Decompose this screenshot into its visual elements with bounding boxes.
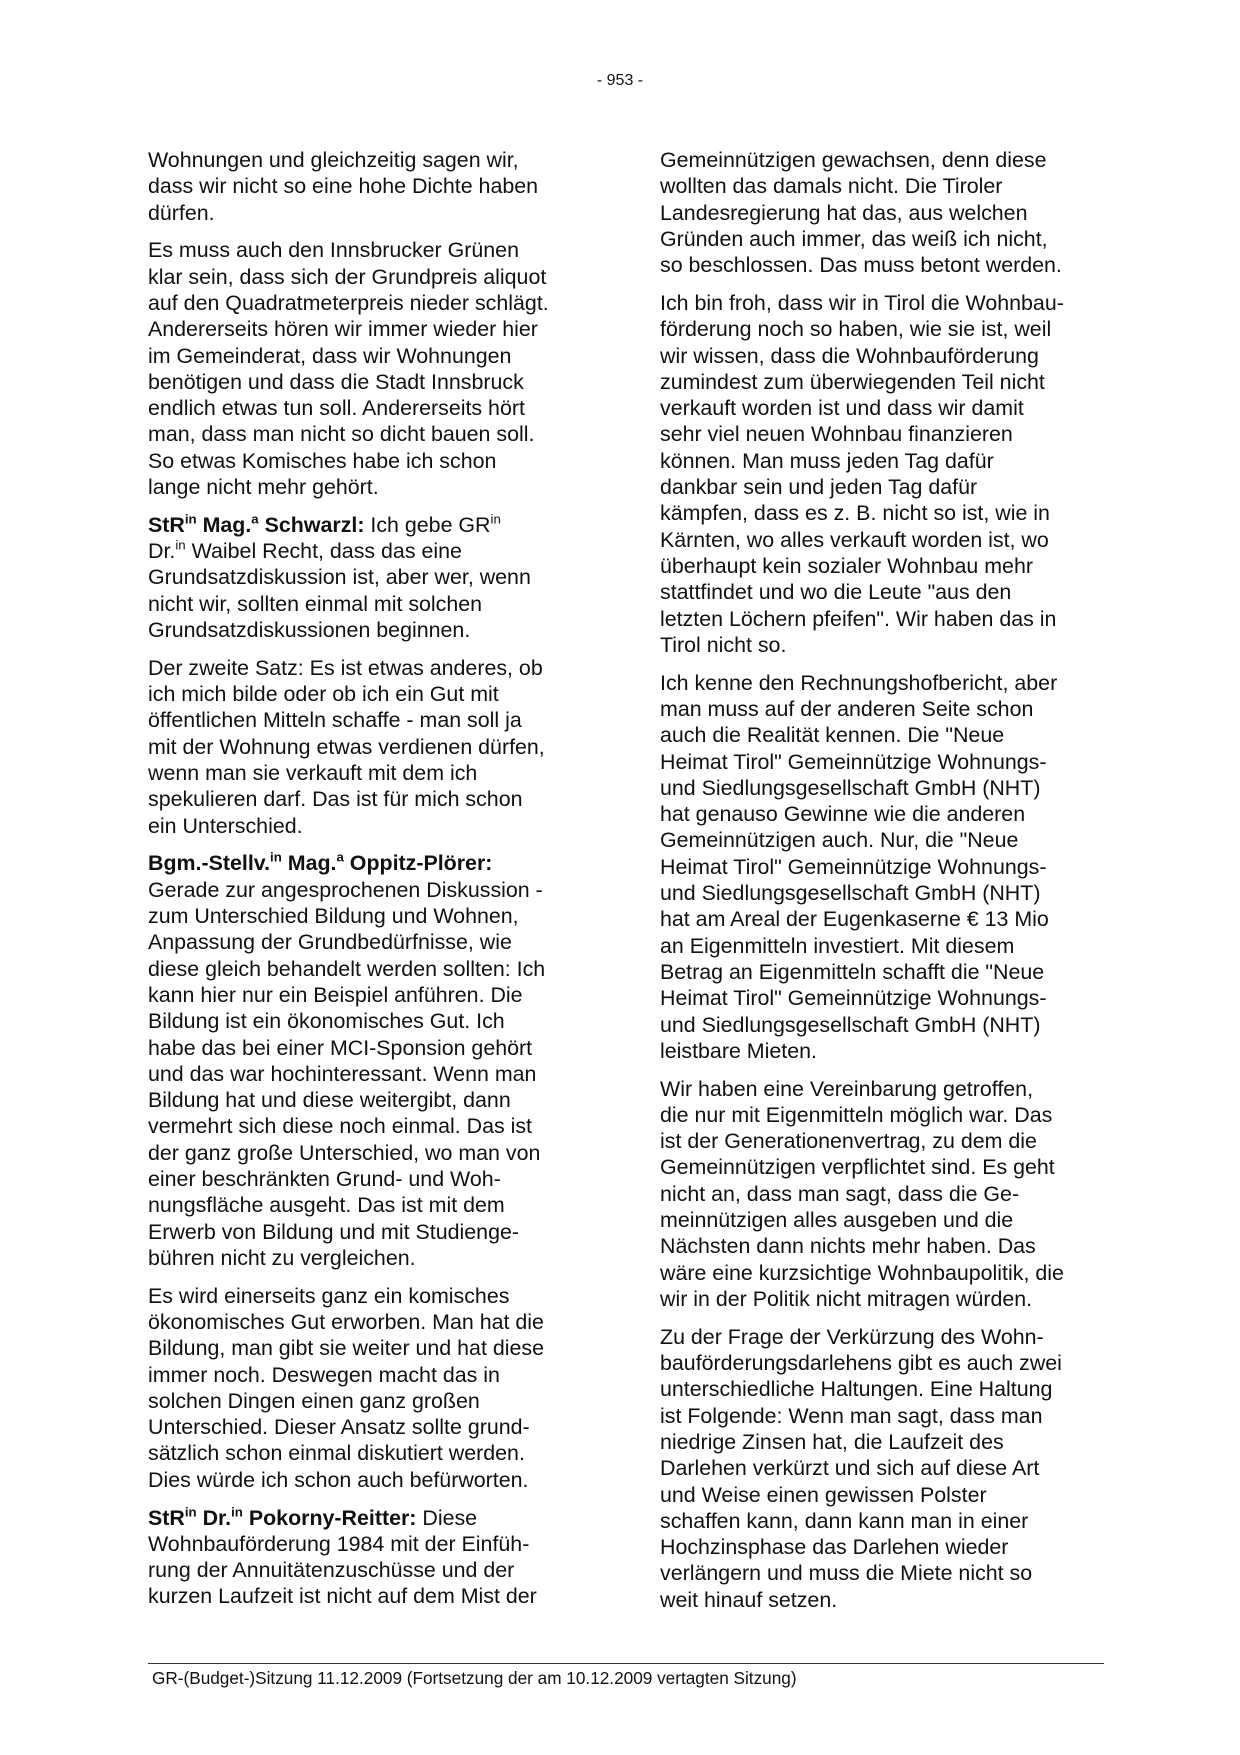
paragraph: Es wird einerseits ganz ein komisches ökonomisches Gut erworben. Man hat die Bildung, man gibt sie weiter und hat diese immer noch. Deswegen macht das in solchen Dingen einen ganz großen Unterschied. Dieser Ansatz sollte grund- sätzlich schon einmal diskutiert werden. Dies würde ich schon auch befürworten. bbox=[148, 1283, 544, 1492]
speaker-name: StR$^{in}$ Dr.$^{in}$ Pokorny-Reitter: bbox=[148, 1503, 417, 1530]
paragraph: Zu der Frage der Verkürzung des Wohn- bauförderungsdarlehens gibt es auch zwei unterschiedliche Haltungen. Eine Haltung ist Folgende: Wenn man sagt, dass man niedrige Zinsen hat, die Laufzeit des Darlehen verkürzt und sich auf diese Art und Weise einen gewissen Polster schaffen kann, dann kann man in einer Hochzinsphase das Darlehen wieder verlängern und muss die Miete nicht so weit hinauf setzen. bbox=[660, 1324, 1062, 1612]
speech-paragraph: StR$^{in}$ Dr.$^{in}$ Pokorny-Reitter: Diese Wohnbauförderung 1984 mit der Einfüh- rung der Annuitätenzuschüsse und der kurzen Laufzeit ist nicht auf dem Mist der bbox=[148, 1503, 537, 1609]
speaker-name: StR$^{in}$ Mag.$^a$ Schwarzl: bbox=[148, 511, 365, 537]
right-column bbox=[660, 147, 1100, 1625]
speech-paragraph: StR$^{in}$ Mag.$^a$ Schwarzl: Ich gebe $GR^{in}$ Dr.$^{in}$ Waibel Recht, dass das eine Grundsatzdiskussion ist, aber wer, wenn nicht wir, sollten einmal mit solchen Grundsatzdiskussionen beginnen. bbox=[148, 511, 531, 643]
paragraph: Der zweite Satz: Es ist etwas anderes, ob ich mich bilde oder ob ich ein Gut mit öffentlichen Mitteln schaffe - man soll ja mit der Wohnung etwas verdienen dürfen, wenn man sie verkauft mit dem ich spekulieren darf. Das ist für mich schon ein Unterschied. bbox=[148, 655, 545, 838]
paragraph: Ich bin froh, dass wir in Tirol die Wohnbau- förderung noch so haben, wie sie ist, weil wir wissen, dass die Wohnbauförderung zumindest zum überwiegenden Teil nicht verkauft worden ist und dass wir damit sehr viel neuen Wohnbau finanzieren können. Man muss jeden Tag dafür dankbar sein und jeden Tag dafür kämpfen, dass es z. B. nicht so ist, wie in Kärnten, wo alles verkauft worden ist, wo überhaupt kein sozialer Wohnbau mehr stattfindet und wo die Leute "aus den letzten Löchern pfeifen". Wir haben das in Tirol nicht so. bbox=[660, 290, 1064, 657]
paragraph: Ich kenne den Rechnungshofbericht, aber man muss auf der anderen Seite schon auch die Realität kennen. Die "Neue Heimat Tirol" Gemeinnützige Wohnungs- und Siedlungsgesellschaft GmbH (NHT) hat genauso Gewinne wie die anderen Gemeinnützigen auch. Nur, die "Neue Heimat Tirol" Gemeinnützige Wohnungs- und Siedlungsgesellschaft GmbH (NHT) hat am Areal der Eugenkaserne € 13 Mio an Eigenmitteln investiert. Mit diesem Betrag an Eigenmitteln schafft die "Neue Heimat Tirol" Gemeinnützige Wohnungs- und Siedlungsgesellschaft GmbH (NHT) leistbare Mieten. bbox=[660, 670, 1058, 1063]
speech-paragraph: Bgm.-Stellv.$^{in}$ Mag.$^a$ Oppitz-Plörer: Gerade zur angesprochenen Diskussion - zum Unterschied Bildung und Wohnen, Anpassung der Grundbedürfnisse, wie diese gleich behandelt werden sollten: Ich kann hier nur ein Beispiel anführen. Die Bildung ist ein ökonomisches Gut. Ich habe das bei einer MCI-Sponsion gehört und das war hochinteressant. Wenn man Bildung hat und diese weitergibt, dann vermehrt sich diese noch einmal. Das ist der ganz große Unterschied, wo man von einer beschränkten Grund- und Woh- nungsfläche ausgeht. Das ist mit dem Erwerb von Bildung und mit Studienge- bühren nicht zu vergleichen. bbox=[148, 849, 546, 1270]
speaker-name: Bgm.-Stellv.$^{in}$ Mag.$^a$ Oppitz-Plörer: bbox=[148, 849, 493, 876]
footer-divider bbox=[148, 1663, 1104, 1664]
left-column bbox=[148, 147, 588, 1621]
paragraph: Wohnungen und gleichzeitig sagen wir, dass wir nicht so eine hohe Dichte haben dürfen. bbox=[148, 148, 539, 225]
page-number: - 953 - bbox=[596, 72, 644, 89]
paragraph: Gemeinnützigen gewachsen, denn diese wollten das damals nicht. Die Tiroler Landesregierung hat das, aus welchen Gründen auch immer, das weiß ich nicht, so beschlossen. Das muss betont werden. bbox=[660, 148, 1062, 278]
paragraph: Wir haben eine Vereinbarung getroffen, die nur mit Eigenmitteln möglich war. Das ist der Generationenvertrag, zu dem die Gemeinnützigen verpflichtet sind. Es geht nicht an, dass man sagt, dass die Ge- meinnützigen alles ausgeben und die Nächsten dann nichts mehr haben. Das wäre eine kurzsichtige Wohnbaupolitik, die wir in der Politik nicht mitragen würden. bbox=[660, 1076, 1064, 1311]
footer-text: GR-(Budget-)Sitzung 11.12.2009 (Fortsetzung der am 10.12.2009 vertagten Sitzung) bbox=[152, 1668, 797, 1688]
paragraph: Es muss auch den Innsbrucker Grünen klar sein, dass sich der Grundpreis aliquot auf den Quadratmeterpreis nieder schlägt. Andererseits hören wir immer wieder hier im Gemeinderat, dass wir Wohnungen benötigen und dass die Stadt Innsbruck endlich etwas tun soll. Andererseits hört man, dass man nicht so dicht bauen soll. So etwas Komisches habe ich schon lange nicht mehr gehört. bbox=[148, 238, 549, 500]
